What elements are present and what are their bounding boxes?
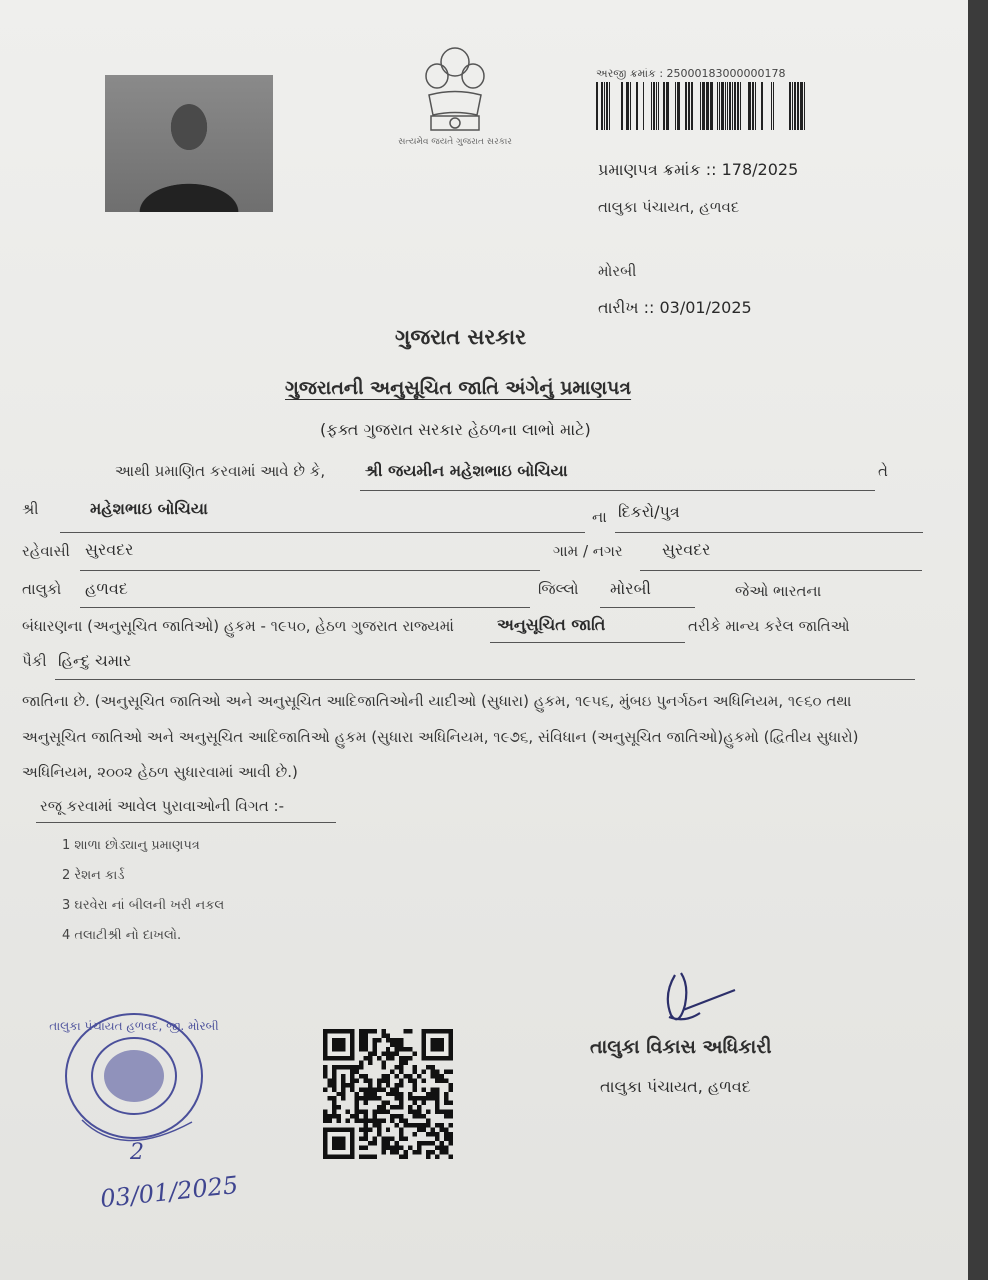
father-name: મહેશભાઇ બોચિયા (90, 499, 208, 518)
officer-title: તાલુકા વિકાસ અધિકારી (590, 1036, 772, 1058)
evidence-item: 1 શાળા છોડ્યાનુ પ્રમાણપત્ર (62, 838, 200, 853)
evidence-item: 2 રેશન કાર્ડ (62, 868, 125, 883)
emblem-text: સત્યમેવ જયતે ગુજરાત સરકાર (398, 137, 512, 147)
relation: દિકરો/પુત્ર (618, 502, 680, 521)
qr-code (323, 1028, 453, 1160)
resident-value: સુરવદર (85, 540, 134, 559)
caste-category: અનુસૂચિત જાતિ (497, 615, 606, 634)
district-label: જિલ્લો (538, 580, 579, 598)
taluka-value: હળવદ (85, 579, 128, 598)
shri-label: શ્રી (22, 500, 39, 518)
district-value: મોરબી (610, 579, 651, 598)
na-label: ના (592, 508, 607, 526)
among-label: પૈકી (22, 652, 47, 670)
applicant-name: શ્રી જયમીન મહેશભાઇ બોચિયા (365, 461, 568, 480)
barcode (596, 82, 806, 130)
officer-office: તાલુકા પંચાયત, હળવદ (600, 1077, 751, 1096)
resident-label: રહેવાસી (22, 542, 70, 560)
application-number: અરજી ક્રમાંક : 25000183000000178 (596, 67, 786, 80)
certify-label: આથી પ્રમાણિત કરવામાં આવે છે કે, (115, 462, 326, 480)
government-title: ગુજરાત સરકાર (395, 325, 527, 349)
village-label: ગામ / નગર (553, 542, 623, 560)
issue-date: તારીખ :: 03/01/2025 (598, 298, 752, 317)
legal-paragraph-line-3: અધિનિયમ, ૨૦૦૨ હેઠળ સુધારવામાં આવી છે.) (22, 763, 298, 781)
who-label: જેઓ ભારતના (735, 582, 822, 600)
issuing-district: મોરબી (598, 262, 637, 280)
certificate-number: પ્રમાણપત્ર ક્રમાંક :: 178/2025 (598, 160, 799, 179)
recognized-text: તરીકે માન્ય કરેલ જાતિઓ (688, 617, 850, 635)
evidence-heading: રજૂ કરવામાં આવેલ પુરાવાઓની વિગત :- (40, 797, 285, 815)
evidence-item: 3 ઘરવેરા નાં બીલની ખરી નકલ (62, 898, 225, 913)
legal-paragraph-line-2: અનુસૂચિત જાતિઓ અને અનુસૂચિત આદિજાતિઓ હુકમ (સુધારા અધિનિયમ, ૧૯૭૬, સંવિધાન (અનુસૂચિત જાતિઓ)હુકમો (દ્વિતીય સુધારો) (22, 728, 859, 746)
taluka-label: તાલુકો (22, 580, 62, 598)
handwritten-number: 2 (130, 1140, 144, 1165)
village-value: સુરવદર (662, 540, 711, 559)
certificate-subtitle: (ફક્ત ગુજરાત સરકાર હેઠળના લાભો માટે) (320, 420, 591, 439)
evidence-item: 4 તલાટીશ્રી નો દાખલો. (62, 928, 182, 943)
national-emblem-icon (398, 40, 512, 150)
seal-text: તાલુકા પંચાયત હળવદ, જી. મોરબી (49, 1019, 219, 1033)
handwritten-date: 03/01/2025 (98, 1170, 240, 1214)
applicant-photo (105, 75, 273, 212)
official-seal-stamp (49, 1010, 219, 1145)
constitution-text: બંધારણના (અનુસૂચિત જાતિઓ) હુકમ - ૧૯૫૦, હેઠળ ગુજરાત રાજ્યમાં (22, 617, 454, 635)
issuing-office: તાલુકા પંચાયત, હળવદ (598, 198, 740, 216)
legal-paragraph-line-1: જાતિના છે. (અનુસૂચિત જાતિઓ અને અનુસૂચિત આદિજાતિઓની યાદીઓ (સુધારા) હુકમ, ૧૯૫૬, મુંબઇ પુનર્ગઠન અધિનિયમ, ૧૯૬૦ તથા (22, 692, 852, 710)
officer-signature (645, 965, 745, 1045)
certificate-title: ગુજરાતની અનુસૂચિત જાતિ અંગેનું પ્રમાણપત્ર (285, 377, 632, 399)
caste-value: હિન્દુ ચમાર (58, 651, 132, 670)
te-label: તે (878, 462, 888, 480)
